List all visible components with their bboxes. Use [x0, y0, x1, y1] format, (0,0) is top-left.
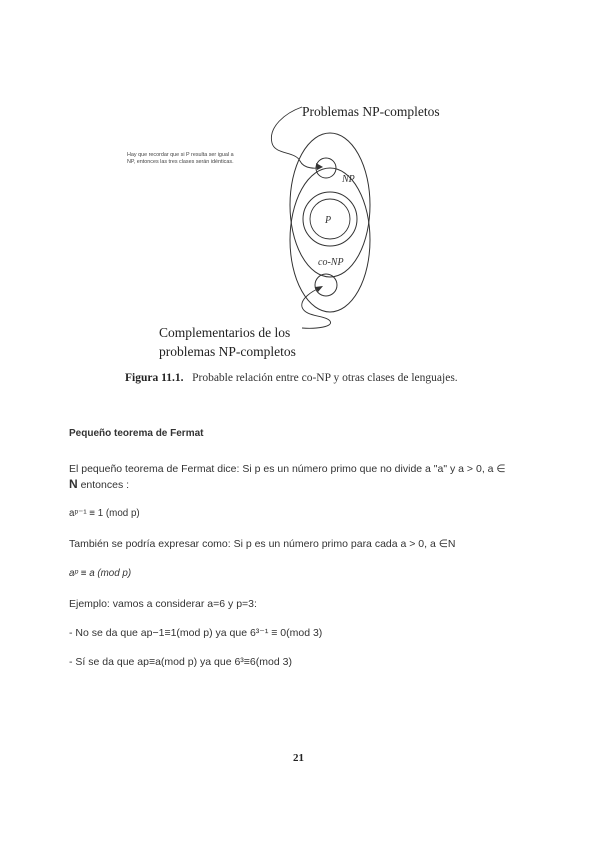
side-note-line-2: NP, entonces las tres clases serán idénticas.	[127, 158, 234, 165]
side-note-line-1: Hay que recordar que si P resulta ser igual a	[127, 152, 234, 158]
np-complete-label: Problemas NP-completos	[302, 104, 440, 119]
bullet-1: - No se da que ap−1≡1(mod p) ya que 6³⁻¹ ≡ 0(mod 3)	[69, 627, 323, 639]
conp-complete-circle	[315, 274, 337, 296]
conp-complete-label-line-2: problemas NP-completos	[159, 344, 296, 359]
formula-1: aᵖ⁻¹ ≡ 1 (mod p)	[69, 508, 140, 519]
figure-caption	[125, 372, 458, 384]
conp-complete-label-line-1: Complementarios de los	[159, 325, 291, 340]
conp-complete-label	[159, 323, 296, 361]
paragraph-1-line-2	[69, 477, 129, 491]
side-note	[127, 152, 277, 165]
conp-label: co-NP	[318, 257, 344, 268]
caption-number: Figura 11.1.	[125, 372, 184, 384]
section-heading: Pequeño teorema de Fermat	[69, 428, 204, 439]
np-ellipse	[290, 133, 370, 277]
np-label: NP	[342, 174, 355, 185]
bullet-2: - Sí se da que ap≡a(mod p) ya que 6³≡6(mod 3)	[69, 656, 292, 668]
conp-ellipse	[290, 168, 370, 312]
paragraph-1-tail: entonces :	[77, 479, 130, 491]
paragraph-2: También se podría expresar como: Si p es un número primo para cada a > 0, a ∈N	[69, 538, 456, 550]
page-number: 21	[293, 752, 304, 764]
paragraph-1-line-1: El pequeño teorema de Fermat dice: Si p es un número primo que no divide a "a" y a > 0, a ∈	[69, 463, 506, 475]
example-line: Ejemplo: vamos a considerar a=6 y p=3:	[69, 598, 257, 610]
natural-numbers-symbol: N	[69, 477, 78, 491]
p-label: P	[325, 215, 332, 226]
caption-text: Probable relación entre co-NP y otras clases de lenguajes.	[192, 372, 458, 384]
formula-2: aᵖ ≡ a (mod p)	[69, 568, 132, 579]
bottom-pointer-arrowhead	[315, 286, 323, 292]
